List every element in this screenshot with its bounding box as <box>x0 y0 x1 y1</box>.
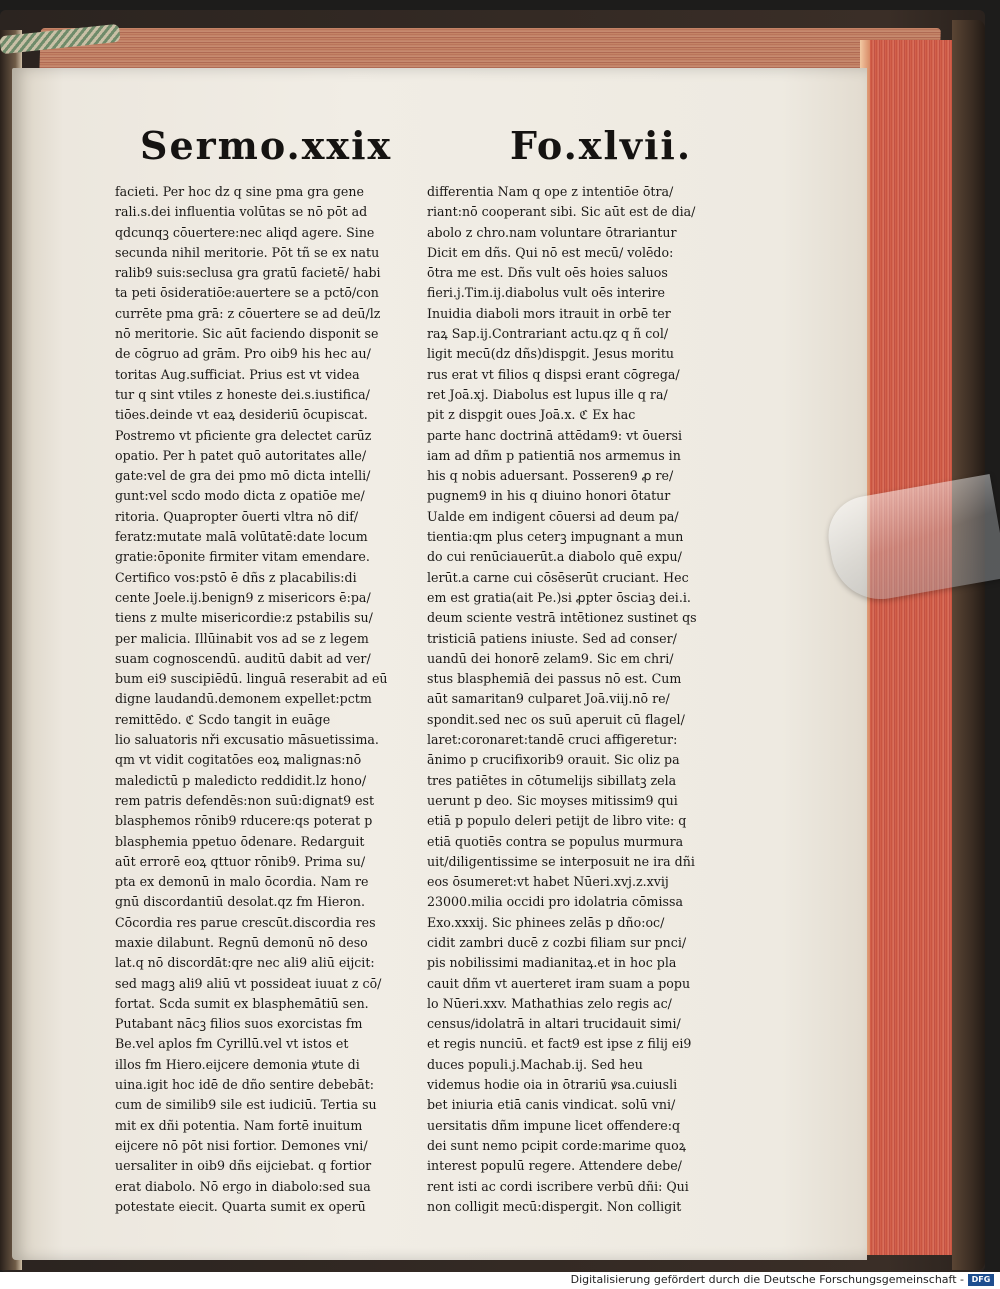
text-line: do cui renūciauerūt.a diabolo quē expu/ <box>427 549 682 565</box>
text-line: eos ōsumeret:vt habet Nūeri.xvj.z.xvij <box>427 874 669 890</box>
text-line: rent isti ac cordi iscribere verbū dñi: Qui <box>427 1178 689 1194</box>
text-line: maxie dilabunt. Regnū demonū nō deso <box>115 934 368 950</box>
back-cover-edge <box>952 20 985 1270</box>
text-line: ōtra me est. Dñs vult oēs hoies saluos <box>427 265 668 281</box>
text-line: pta ex demonū in malo ōcordia. Nam re <box>115 874 369 890</box>
funding-credit: Digitalisierung gefördert durch die Deutsche Forschungsgemeinschaft - <box>570 1273 964 1286</box>
text-line: bum ei9 suscipiēdū. linguā reserabit ad eū <box>115 671 388 687</box>
text-line: cum de similib9 sile est iudiciū. Tertia su <box>115 1097 377 1113</box>
text-line: Ualde em indigent cōuersi ad deum pa/ <box>427 508 679 524</box>
text-line: etiā p populo deleri petijt de libro vite: q <box>427 813 687 829</box>
sermon-heading: Sermo.xxix <box>140 123 393 168</box>
text-line: qdcunqꝫ cōuertere:nec aliqd agere. Sine <box>115 224 375 240</box>
text-line: erat diabolo. Nō ergo in diabolo:sed sua <box>115 1178 371 1194</box>
text-line: tientia:qm plus ceterꝫ impugnant a mun <box>427 529 684 545</box>
text-line: gunt:vel scdo modo dicta z opatiōe me/ <box>115 488 365 504</box>
text-line: deum sciente vestrā intētionez sustinet qs <box>427 610 697 626</box>
text-line: Certifico vos:pstō ē dñs z placabilis:di <box>115 569 357 585</box>
text-line: lo Nūeri.xxv. Mathathias zelo regis ac/ <box>427 995 672 1011</box>
text-line: nō meritorie. Sic aūt faciendo disponit se <box>115 326 379 342</box>
text-line: ret Joā.xj. Diabolus est lupus ille q ra/ <box>427 386 668 402</box>
text-line: census/idolatrā in altari trucidauit simi/ <box>427 1016 681 1032</box>
text-line: fieri.j.Tim.ij.diabolus vult oēs interire <box>427 285 665 301</box>
text-line: uerunt p deo. Sic moyses mitissim9 qui <box>427 792 678 808</box>
text-line: pugnem9 in his q diuino honori ōtatur <box>427 488 671 504</box>
text-line: uit/diligentissime se interposuit ne ira dñi <box>427 853 695 869</box>
text-line: bet iniuria etiā canis vindicat. solū vni/ <box>427 1097 676 1113</box>
text-line: laret:coronaret:tandē cruci affigeretur: <box>427 732 678 748</box>
text-line: facieti. Per hoc dz q sine pma gra gene <box>115 184 364 199</box>
text-line: em est gratia(ait Pe.)si ꝓpter ōsciaꝫ dei.i. <box>427 589 691 605</box>
text-line: parte hanc doctrinā attēdam9: vt ōuersi <box>427 427 683 443</box>
text-line: per malicia. Illūinabit vos ad se z legem <box>115 630 369 646</box>
text-line: ralib9 suis:seclusa gra gratū facietē/ habi <box>115 265 381 281</box>
text-line: cente Joele.ij.benign9 z misericors ē:pa/ <box>115 589 371 605</box>
text-line: 23000.milia occidi pro idolatria cōmissa <box>427 894 683 910</box>
text-line: illos fm Hiero.eijcere demonia ꝟtute di <box>115 1056 360 1072</box>
text-line: tristiciā patiens iniuste. Sed ad conser/ <box>427 630 677 646</box>
text-line: ta peti ōsideratiōe:auertere se a pctō/con <box>115 285 379 301</box>
text-line: uina.igit hoc idē de dño sentire debebāt: <box>115 1077 375 1093</box>
text-line: duces populi.j.Machab.ij. Sed heu <box>427 1056 643 1072</box>
text-line: dei sunt nemo pcipit corde:marime quoꝝ <box>427 1137 687 1153</box>
text-column-right <box>427 182 739 1217</box>
text-line: remittēdo. ℭ Scdo tangit in euāge <box>115 711 331 727</box>
text-line: etiā quotiēs contra se populus murmura <box>427 833 684 849</box>
text-line: lio saluatoris nři excusatio māsuetissima. <box>115 732 379 748</box>
text-line: rus erat vt filios q dispsi erant cōgrega/ <box>427 366 680 382</box>
dfg-logo-icon: DFG <box>968 1274 994 1286</box>
text-line: rem patris defendēs:non suū:dignat9 est <box>115 792 375 808</box>
text-line: gate:vel de gra dei pmo mō dicta intelli/ <box>115 468 371 484</box>
text-column-left <box>115 182 421 1217</box>
folio-number: Fo.xlvii. <box>510 123 693 168</box>
text-line: lerūt.a carne cui cōsēserūt cruciant. Hec <box>427 569 689 585</box>
text-line: uersaliter in oib9 dñs eijciebat. q fortior <box>115 1158 372 1174</box>
text-line: rali.s.dei influentia volūtas se nō pōt ad <box>115 204 368 220</box>
text-line: pis nobilissimi madianitaꝝ.et in hoc pla <box>427 955 677 971</box>
text-line: suam cognoscendū. auditū dabit ad ver/ <box>115 650 371 666</box>
text-line: spondit.sed nec os suū aperuit cū flagel/ <box>427 711 685 727</box>
text-line: opatio. Per h patet quō autoritates alle/ <box>115 447 367 463</box>
text-line: currēte pma grā: z cōuertere se ad deū/lz <box>115 305 381 321</box>
text-line: digne laudandū.demonem expellet:pctm <box>115 691 372 707</box>
text-line: his q nobis aduersant. Posseren9 ꝓ re/ <box>427 468 674 484</box>
text-line: interest populū regere. Attendere debe/ <box>427 1158 682 1174</box>
text-line: differentia Nam q ope z intentiōe ōtra/ <box>427 184 674 199</box>
text-line: potestate eiecit. Quarta sumit ex operū <box>115 1198 366 1214</box>
text-line: uersitatis dñm impune licet offendere:q <box>427 1117 681 1133</box>
text-line: non colligit mecū:dispergit. Non colligit <box>427 1198 682 1214</box>
text-line: Dicit em dñs. Qui nō est mecū/ volēdo: <box>427 244 674 260</box>
text-line: eijcere nō pōt nisi fortior. Demones vni/ <box>115 1137 368 1153</box>
text-line: gratie:ōponite firmiter vitam emendare. <box>115 549 370 565</box>
text-line: Postremo vt pficiente gra delectet carūz <box>115 427 372 443</box>
text-line: cauit dñm vt auerteret iram suam a popu <box>427 975 691 991</box>
text-line: iam ad dñm p patientiā nos armemus in <box>427 447 681 463</box>
text-line: blasphemia ppetuo ōdenare. Redarguit <box>115 833 365 849</box>
text-line: abolo z chro.nam voluntare ōtrariantur <box>427 224 677 240</box>
text-line: uandū dei honorē zelam9. Sic em chri/ <box>427 650 674 666</box>
text-line: fortat. Scda sumit ex blasphemātiū sen. <box>115 995 369 1011</box>
text-line: ritoria. Quapropter ōuerti vltra nō dif/ <box>115 508 359 524</box>
text-line: gnū discordantiū desolat.qz fm Hieron. <box>115 894 366 910</box>
text-line: lat.q nō discordāt:qre nec ali9 aliū eijcit: <box>115 955 375 971</box>
text-line: stus blasphemiā dei passus nō est. Cum <box>427 671 682 687</box>
text-line: Be.vel aplos fm Cyrillū.vel vt istos et <box>115 1036 349 1052</box>
text-line: ligit mecū(dz dñs)dispgit. Jesus moritu <box>427 346 674 362</box>
text-line: tiōes.deinde vt eaꝝ desideriū ōcupiscat. <box>115 407 368 423</box>
text-line: sed magꝫ ali9 aliū vt possideat iuuat z cō/ <box>115 975 382 991</box>
text-line: maledictū p maledicto reddidit.lz hono/ <box>115 772 367 788</box>
text-line: toritas Aug.sufficiat. Prius est vt videa <box>115 366 360 382</box>
text-line: blasphemos rōnib9 rducere:qs poterat p <box>115 813 373 829</box>
text-line: Inuidia diaboli mors itrauit in orbē ter <box>427 305 671 321</box>
text-line: tur q sint vtiles z honeste dei.s.iustifica/ <box>115 386 370 402</box>
text-line: raꝝ Sap.ij.Contrariant actu.qz q ñ col/ <box>427 326 669 342</box>
text-line: cidit zambri ducē z cozbi filiam sur pnci/ <box>427 934 687 950</box>
text-line: pit z dispgit oues Joā.x. ℭ Ex hac <box>427 407 636 423</box>
text-line: Putabant nācꝫ filios suos exorcistas fm <box>115 1016 363 1032</box>
text-line: Exo.xxxij. Sic phinees zelās p dño:oc/ <box>427 914 665 930</box>
text-line: aūt errorē eoꝝ qttuor rōnib9. Prima su/ <box>115 853 366 869</box>
text-line: aūt samaritan9 culparet Joā.viij.nō re/ <box>427 691 670 707</box>
text-line: mit ex dñi potentia. Nam fortē inuitum <box>115 1117 363 1133</box>
text-line: videmus hodie oia in ōtrariū ꝟsa.cuiusli <box>427 1077 678 1093</box>
text-line: feratz:mutate malā volūtatē:date locum <box>115 529 368 545</box>
text-line: riant:nō cooperant sibi. Sic aūt est de dia/ <box>427 204 696 220</box>
text-line: et regis nunciū. et fact9 est ipse z filij ei9 <box>427 1036 692 1052</box>
text-line: qm vt vidit cogitatōes eoꝝ malignas:nō <box>115 752 362 768</box>
text-line: ānimo p crucifixorib9 orauit. Sic oliz pa <box>427 752 680 768</box>
text-line: tres patiētes in cōtumelijs sibillatꝫ zela <box>427 772 677 788</box>
text-line: Cōcordia res parue crescūt.discordia res <box>115 914 376 930</box>
text-line: tiens z multe misericordie:z pstabilis su/ <box>115 610 373 626</box>
text-line: secunda nihil meritorie. Pōt tñ se ex natu <box>115 244 380 260</box>
text-line: de cōgruo ad grām. Pro oib9 his hec au/ <box>115 346 371 362</box>
